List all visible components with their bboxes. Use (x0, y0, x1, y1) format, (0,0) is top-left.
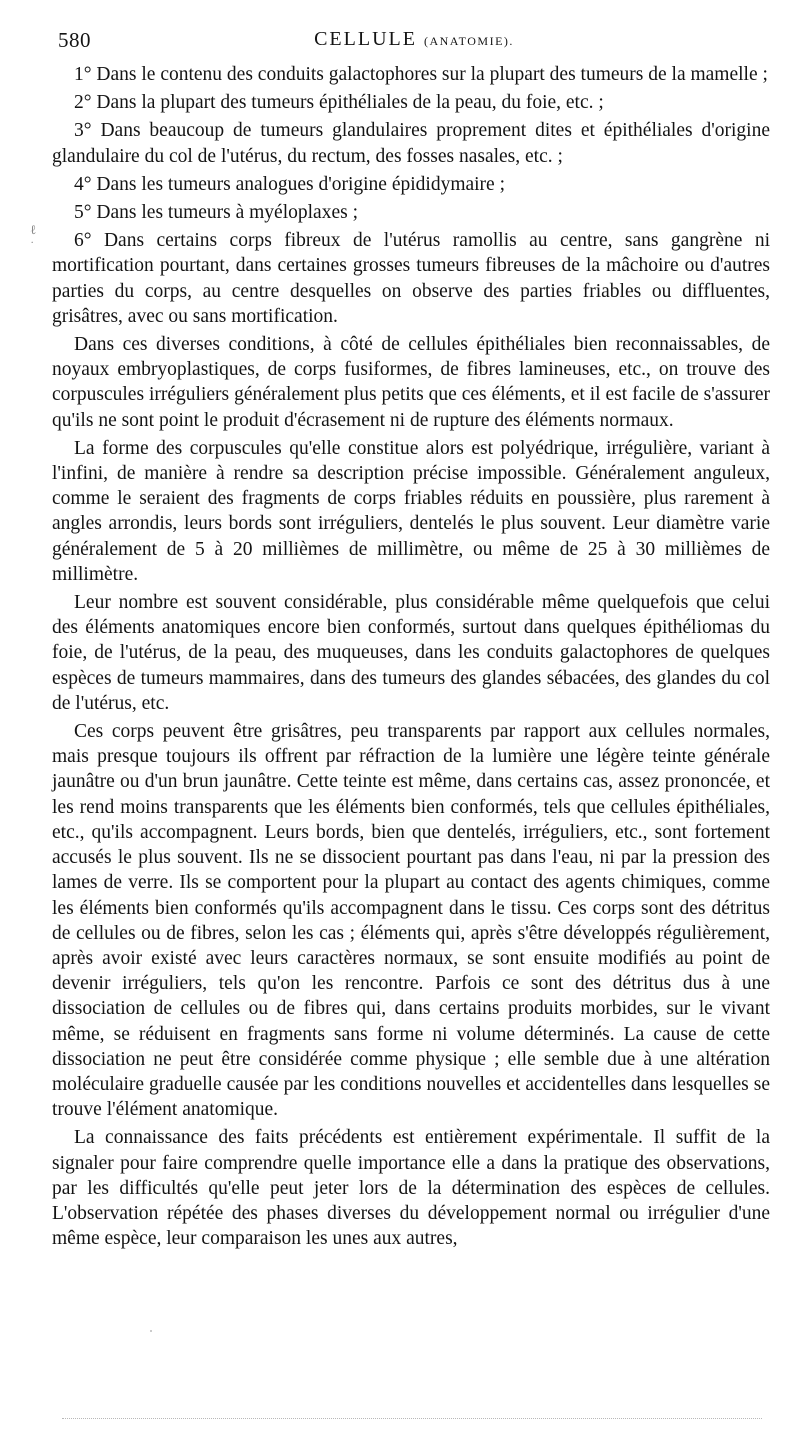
page-header (58, 28, 770, 58)
running-title-subtitle: (ANATOMIE). (423, 34, 514, 48)
paragraph-list-item-2: 2° Dans la plupart des tumeurs épithéliales de la peau, du foie, etc. ; (74, 92, 604, 114)
paragraph-list-item-1: 1° Dans le contenu des conduits galactophores sur la plupart des tumeurs de la mamelle ; (74, 64, 768, 85)
running-title-main: CELLULE (314, 28, 417, 50)
print-speck (150, 1330, 152, 1332)
footer-rule (62, 1418, 762, 1419)
paragraph-knowledge: La connaissance des faits précédents est entièrement expérimentale. Il suffit de la signaler pour faire comprendre quelle importance elle a dans la pratique des observations, par les difficultés qu'elle peut jeter lors de la détermination des espèces de cellules. L'observation répétée des phases diverses du développement normal ou irrégulier d'une même espèce, leur comparaison les unes aux autres, (52, 1127, 770, 1250)
paragraph-list-item-6: 6° Dans certains corps fibreux de l'utérus ramollis au centre, sans gangrène ni mortification pourtant, dans certaines grosses tumeurs fibreuses de la mâchoire ou d'autres parties du corps, au centre desquelles on observe des parties friables ou diffluentes, grisâtres, avec ou sans mortification. (52, 230, 770, 327)
margin-mark: ℓ (30, 222, 37, 237)
paragraph-number: Leur nombre est souvent considérable, plus considérable même quelquefois que celui des éléments anatomiques encore bien conformés, surtout dans quelques épithéliomas du foie, de l'utérus, de la peau, des muqueuses, dans les conduits galactophores de quelques espèces de tumeurs mammaires, dans des tumeurs des glandes sébacées, des glandes du col de l'utérus, etc. (52, 592, 770, 714)
body-text (52, 62, 770, 1254)
paragraph-list-item-5: 5° Dans les tumeurs à myéloplaxes ; (74, 202, 358, 224)
margin-mark: ˙ (30, 238, 35, 253)
paragraph-list-item-3: 3° Dans beaucoup de tumeurs glandulaires proprement dites et épithéliales d'origine glandulaire du col de l'utérus, du rectum, des fosses nasales, etc. ; (52, 120, 770, 167)
running-title (58, 28, 770, 51)
paragraph-list-item-4: 4° Dans les tumeurs analogues d'origine épididymaire ; (74, 173, 505, 195)
paragraph-properties: Ces corps peuvent être grisâtres, peu transparents par rapport aux cellules normales, mais presque toujours ils offrent par réfraction de la lumière une légère teinte générale jaunâtre ou d'un brun jaunâtre. Cette teinte est même, dans certains cas, assez prononcée, et les rend moins transparents que les éléments bien conformés, tels que cellules épithéliales, etc., qu'ils accompagnent. Leurs bords, bien que dentelés, irréguliers, etc., sont fortement accusés le plus souvent. Ils ne se dissocient pourtant pas dans l'eau, ni par la pression des lames de verre. Ils se comportent pour la plupart au contact des agents chimiques, comme les éléments bien conformés qu'ils accompagnent dans le tissu. Ces corps sont des détritus de cellules ou de fibres, selon les cas ; éléments qui, après s'être développés régulièrement, après avoir existé avec leurs caractères normaux, se sont ensuite modifiés au point de devenir irréguliers, tels qu'on les rencontre. Parfois ce sont des détritus dus à une dissociation de cellules ou de fibres qui, dans certains produits morbides, sur le vivant même, se réduisent en fragments sans forme ni volume déterminés. La cause de cette dissociation ne peut être considérée comme physique ; elle semble due à une altération moléculaire graduelle causée par les conditions nouvelles et accidentelles dans lesquelles se trouve l'élément anatomique. (52, 721, 770, 1121)
paragraph-form: La forme des corpuscules qu'elle constitue alors est polyédrique, irrégulière, variant à l'infini, de manière à rendre sa description précise impossible. Généralement anguleux, comme le seraient des fragments de corps friables réduits en poussière, plus rarement à angles arrondis, leurs bords sont irréguliers, dentelés le plus souvent. Leur diamètre varie généralement de 5 à 20 millièmes de millimètre, ou même de 25 à 30 millièmes de millimètre. (52, 437, 770, 585)
page-number: 580 (58, 28, 91, 52)
paragraph-conditions: Dans ces diverses conditions, à côté de cellules épithéliales bien reconnaissables, de noyaux embryoplastiques, de corps fusiformes, de fibres lamineuses, etc., on trouve des corpuscules irréguliers généralement plus petits que ces éléments, et il est facile de s'assurer qu'ils ne sont point le produit d'écrasement ni de rupture des éléments normaux. (52, 334, 770, 431)
